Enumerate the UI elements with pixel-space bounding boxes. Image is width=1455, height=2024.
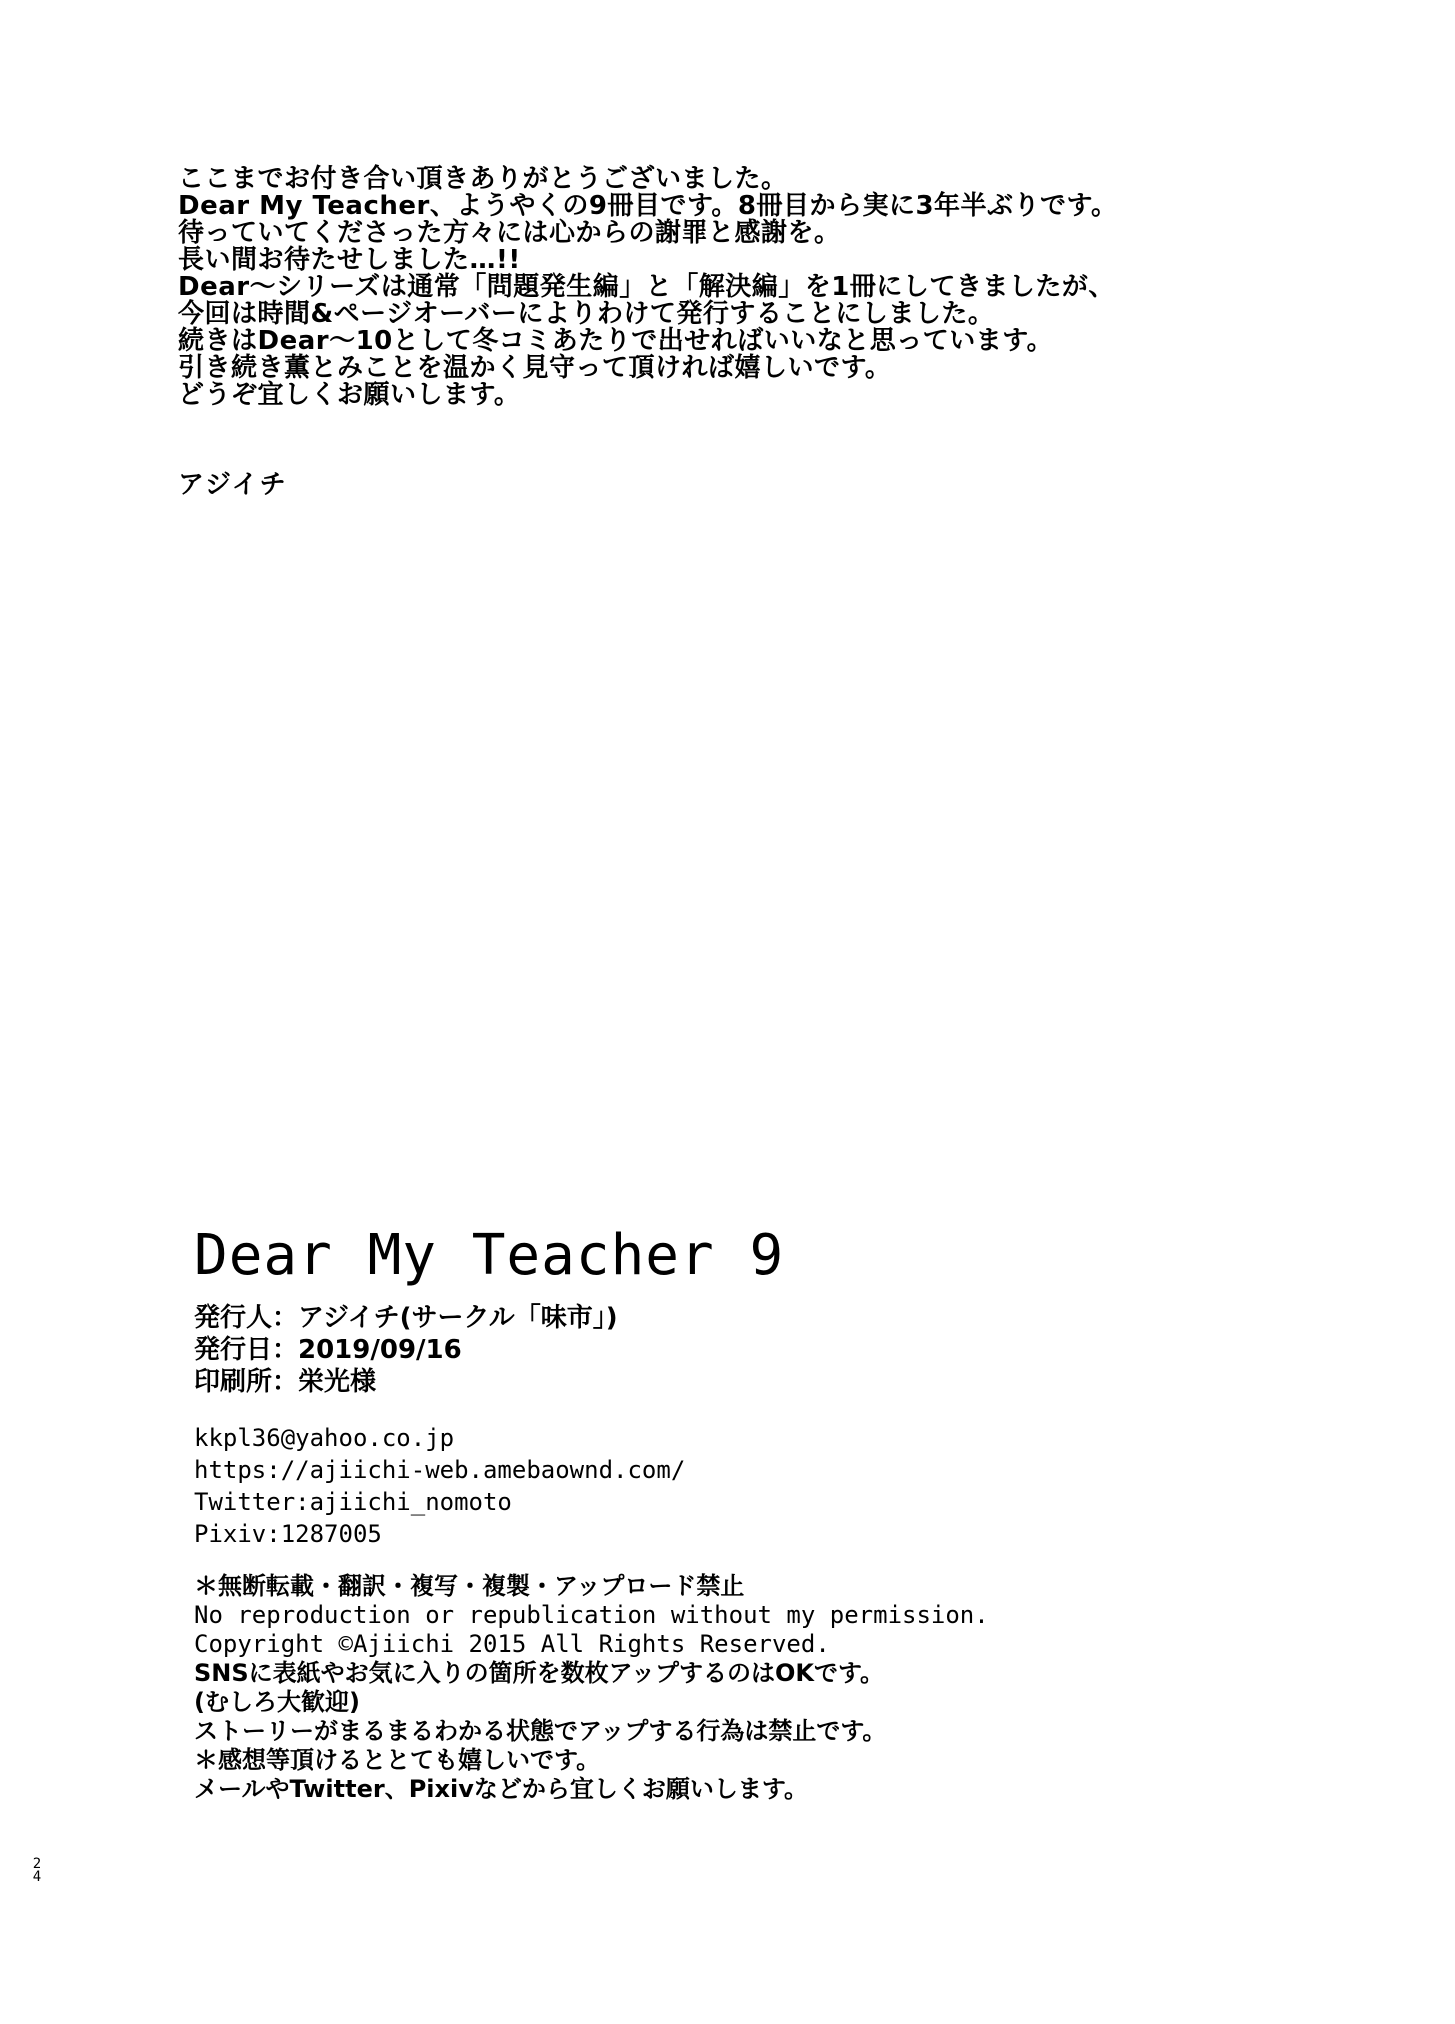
- afterword: [178, 166, 1378, 409]
- afterword-line: 待っていてくださった方々には心からの謝罪と感謝を。: [178, 218, 841, 248]
- afterword-line: 今回は時間&ページオーバーによりわけて発行することにしました。: [178, 299, 995, 329]
- publisher: 発行人：アジイチ(サークル「味市」): [194, 1303, 618, 1333]
- afterword-line: 引き続き薫とみことを温かく見守って頂ければ嬉しいです。: [178, 353, 892, 383]
- afterword-line: 長い間お待たせしました…!!: [178, 245, 521, 275]
- notes: [194, 1572, 1394, 1804]
- afterword-line: Dear My Teacher、ようやくの9冊目です。8冊目から実に3年半ぶりです。: [178, 191, 1118, 221]
- afterword-line: Dear～シリーズは通常「問題発生編」と「解決編」を1冊にしてきましたが、: [178, 272, 1115, 302]
- email-address: kkpl36@yahoo.co.jp: [194, 1424, 455, 1452]
- notes-line: No reproduction or republication without my permission.: [194, 1601, 989, 1629]
- notes-line: (むしろ大歓迎): [194, 1688, 360, 1716]
- page-number-digit: 2: [32, 1856, 42, 1872]
- afterword-line: どうぞ宜しくお願いします。: [178, 380, 521, 410]
- notes-line: ＊無断転載・翻訳・複写・複製・アップロード禁止: [194, 1572, 745, 1600]
- page-number-digit: 4: [32, 1869, 42, 1885]
- contacts: [194, 1422, 685, 1550]
- page-number: [30, 1858, 44, 1884]
- website-url: https://ajiichi-web.amebaownd.com/: [194, 1456, 686, 1484]
- notes-line: メールやTwitter、Pixivなどから宜しくお願いします。: [194, 1775, 808, 1803]
- pixiv-id: Pixiv:1287005: [194, 1520, 382, 1548]
- publish-date: 発行日：2019/09/16: [194, 1335, 462, 1365]
- notes-line: ＊感想等頂けるととても嬉しいです。: [194, 1746, 601, 1774]
- colophon-meta: [194, 1302, 618, 1398]
- printer: 印刷所：栄光様: [194, 1367, 377, 1397]
- notes-line: SNSに表紙やお気に入りの箇所を数枚アップするのはOKです。: [194, 1659, 885, 1687]
- author-signature: アジイチ: [178, 470, 288, 500]
- afterword-line: ここまでお付き合い頂きありがとうございました。: [178, 164, 788, 194]
- afterword-line: 続きはDear～10として冬コミあたりで出せればいいなと思っています。: [178, 326, 1054, 356]
- notes-line: ストーリーがまるまるわかる状態でアップする行為は禁止です。: [194, 1717, 887, 1745]
- notes-line: Copyright ©Ajiichi 2015 All Rights Reserved.: [194, 1630, 830, 1658]
- twitter-handle: Twitter:ajiichi_nomoto: [194, 1488, 512, 1516]
- colophon-title: Dear My Teacher 9: [194, 1223, 785, 1288]
